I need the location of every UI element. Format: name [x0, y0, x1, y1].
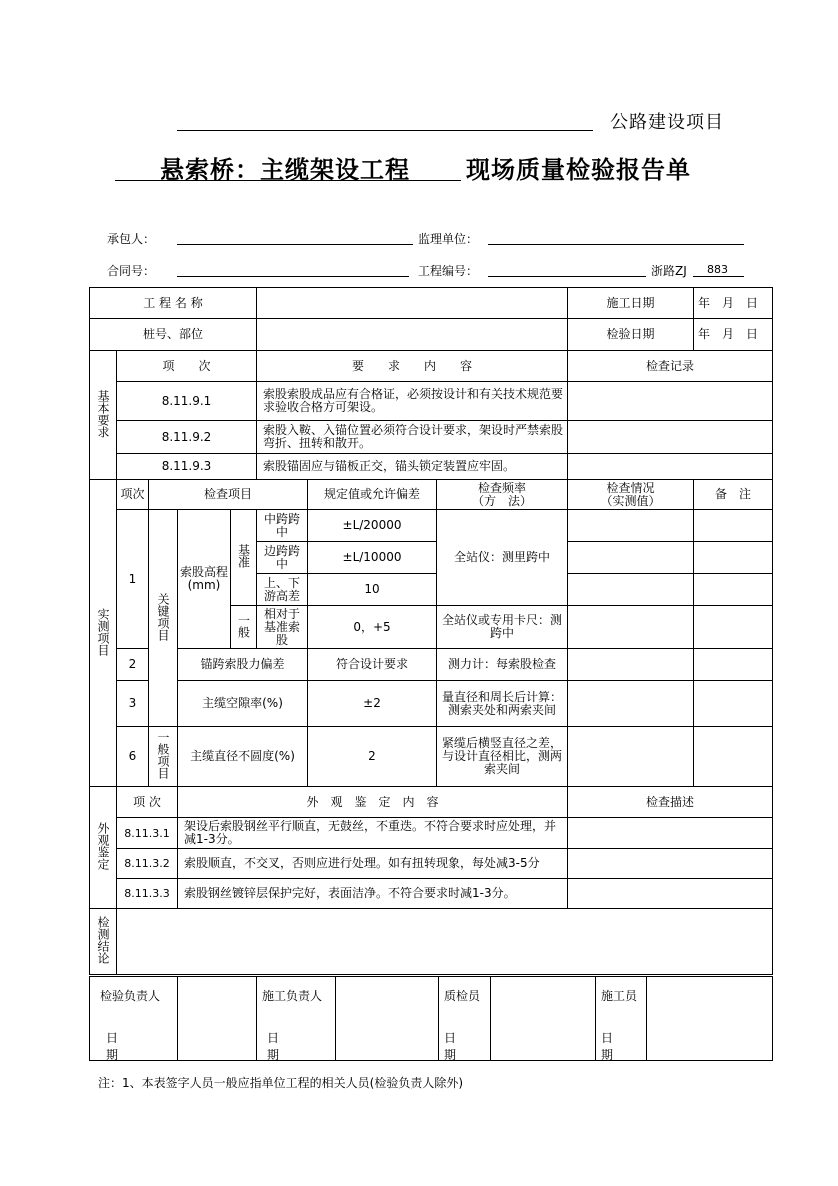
measured-col-remark: 备 注 — [694, 480, 773, 510]
basic-col-content: 要 求 内 容 — [257, 351, 568, 382]
measured-allow: 10 — [308, 574, 437, 606]
signature-role: 施工员 — [601, 989, 638, 1003]
signature-role-cell — [596, 977, 647, 1061]
basic-col-item: 项 次 — [117, 351, 257, 382]
key-items-label: 关键项目 — [149, 510, 178, 727]
measured-remark[interactable] — [694, 727, 773, 787]
measured-allow: 0，+5 — [308, 606, 437, 649]
basic-item-code: 8.11.9.1 — [117, 382, 257, 421]
signature-table — [89, 976, 773, 1061]
basic-item-text: 索股索股成品应有合格证，必须按设计和有关技术规范要求验收合格方可架设。 — [257, 382, 568, 421]
inspection-date-value[interactable] — [694, 319, 773, 351]
measured-remark[interactable] — [694, 574, 773, 606]
measured-allow: ±2 — [308, 681, 437, 727]
contract-no-label: 合同号： — [107, 264, 156, 278]
construction-date-ymd: 年 月 日 — [698, 295, 759, 310]
measured-freq: 量直径和周长后计算：测索夹处和两索夹间 — [437, 681, 568, 727]
measured-freq: 测力计：每索股检查 — [437, 649, 568, 681]
measured-col-result: 检查情况 （实测值） — [568, 480, 694, 510]
project-name-label: 工 程 名 称 — [90, 288, 257, 319]
report-title-subject: 悬索桥：主缆架设工程 — [160, 156, 410, 184]
construction-date-label: 施工日期 — [568, 288, 694, 319]
measured-freq: 全站仪或专用卡尺：测跨中 — [437, 606, 568, 649]
measured-result[interactable] — [568, 574, 694, 606]
basic-item-record[interactable] — [568, 454, 773, 480]
signature-role-cell — [257, 977, 336, 1061]
basic-section-label: 基本要求 — [90, 351, 117, 480]
signature-value[interactable] — [336, 977, 439, 1061]
measured-col-allow: 规定值或允许偏差 — [308, 480, 437, 510]
measured-item: 主缆空隙率(%) — [178, 681, 308, 727]
measured-row-no: 2 — [117, 649, 149, 681]
appearance-item-code: 8.11.3.2 — [117, 849, 178, 879]
appearance-col-desc: 检查描述 — [568, 787, 773, 818]
signature-date-label: 日期 — [601, 1031, 638, 1062]
measured-row-no: 6 — [117, 727, 149, 787]
appearance-item-desc[interactable] — [568, 879, 773, 909]
basic-item-text: 索股入鞍、入锚位置必须符合设计要求，架设时严禁索股弯折、扭转和散开。 — [257, 421, 568, 454]
station-part-label: 桩号、部位 — [90, 319, 257, 351]
measured-row-no: 3 — [117, 681, 149, 727]
measured-item: 锚跨索股力偏差 — [178, 649, 308, 681]
project-no-field[interactable] — [488, 276, 646, 277]
project-no-label: 工程编号： — [418, 264, 479, 278]
signature-role-cell — [90, 977, 178, 1061]
measured-freq: 全站仪：测里跨中 — [437, 510, 568, 606]
supervisor-label: 监理单位： — [418, 232, 479, 246]
measured-col-item: 检查项目 — [149, 480, 308, 510]
measured-remark[interactable] — [694, 606, 773, 649]
appearance-item-code: 8.11.3.1 — [117, 818, 178, 849]
title-underline — [115, 180, 461, 181]
basic-item-record[interactable] — [568, 421, 773, 454]
basic-col-record: 检查记录 — [568, 351, 773, 382]
measured-result[interactable] — [568, 727, 694, 787]
contract-no-field[interactable] — [177, 276, 409, 277]
measured-allow: 2 — [308, 727, 437, 787]
inspection-date-ymd: 年 月 日 — [698, 327, 759, 341]
contractor-label: 承包人： — [107, 232, 156, 246]
measured-result[interactable] — [568, 681, 694, 727]
appearance-item-desc[interactable] — [568, 818, 773, 849]
measured-allow: ±L/20000 — [308, 510, 437, 542]
measured-remark[interactable] — [694, 681, 773, 727]
measured-result[interactable] — [568, 649, 694, 681]
measured-result[interactable] — [568, 542, 694, 574]
measured-remark[interactable] — [694, 649, 773, 681]
measured-col-no: 项次 — [117, 480, 149, 510]
form-code-value: 883 — [707, 263, 728, 276]
project-name-value[interactable] — [257, 288, 568, 319]
appearance-section-label: 外观鉴定 — [90, 787, 117, 909]
form-code-prefix: 浙路ZJ — [651, 264, 687, 278]
conclusion-section-label: 检测结论 — [90, 909, 117, 975]
measured-freq: 紧缆后横竖直径之差，与设计直径相比，测两索夹间 — [437, 727, 568, 787]
measured-sub-item: 上、下游高差 — [257, 574, 308, 606]
appearance-item-text: 架设后索股钢丝平行顺直，无鼓丝，不重迭。不符合要求时应处理，并减1-3分。 — [178, 818, 568, 849]
signature-date-label: 日期 — [444, 1031, 481, 1062]
report-title: 现场质量检验报告单 — [466, 156, 691, 184]
conclusion-value[interactable] — [117, 909, 773, 975]
signature-value[interactable] — [647, 977, 773, 1061]
strand-elevation-label: 索股高程(mm) — [178, 510, 231, 649]
measured-section-label: 实测项目 — [90, 480, 117, 787]
datum-label: 基准 — [231, 510, 257, 606]
signature-date-label: 日期 — [106, 1031, 143, 1062]
appearance-col-content: 外 观 鉴 定 内 容 — [178, 787, 568, 818]
signature-role: 施工负责人 — [262, 989, 323, 1003]
appearance-item-text: 索股顺直，不交叉，否则应进行处理。如有扭转现象，每处减3-5分 — [178, 849, 568, 879]
project-name-line — [177, 130, 593, 131]
inspection-date-label: 检验日期 — [568, 319, 694, 351]
measured-item: 主缆直径不圆度(%) — [178, 727, 308, 787]
signature-role: 检验负责人 — [100, 989, 161, 1003]
construction-date-value[interactable] — [694, 288, 773, 319]
measured-result[interactable] — [568, 606, 694, 649]
measured-remark[interactable] — [694, 510, 773, 542]
basic-item-text: 索股锚固应与锚板正交，锚头锁定装置应牢固。 — [257, 454, 568, 480]
measured-col-freq: 检查频率 （方 法） — [437, 480, 568, 510]
project-type-label: 公路建设项目 — [610, 112, 724, 133]
general-items-label: 一般项目 — [149, 727, 178, 787]
basic-item-code: 8.11.9.2 — [117, 421, 257, 454]
measured-sub-item: 边跨跨中 — [257, 542, 308, 574]
form-code-underline — [693, 276, 744, 277]
inspection-table — [89, 287, 773, 975]
measured-remark[interactable] — [694, 542, 773, 574]
appearance-item-text: 索股钢丝镀锌层保护完好，表面洁净。不符合要求时减1-3分。 — [178, 879, 568, 909]
contractor-field[interactable] — [177, 244, 413, 245]
signature-role-cell — [439, 977, 491, 1061]
measured-sub-item: 中跨跨中 — [257, 510, 308, 542]
basic-item-record[interactable] — [568, 382, 773, 421]
appearance-item-desc[interactable] — [568, 849, 773, 879]
signature-role: 质检员 — [444, 989, 481, 1003]
basic-item-code: 8.11.9.3 — [117, 454, 257, 480]
signature-value[interactable] — [178, 977, 257, 1061]
measured-allow: ±L/10000 — [308, 542, 437, 574]
appearance-item-code: 8.11.3.3 — [117, 879, 178, 909]
appearance-col-item: 项 次 — [117, 787, 178, 818]
measured-row-no: 1 — [117, 510, 149, 649]
signature-date-label: 日期 — [267, 1031, 304, 1062]
measured-sub-item: 相对于基准索股 — [257, 606, 308, 649]
supervisor-field[interactable] — [488, 244, 744, 245]
measured-allow: 符合设计要求 — [308, 649, 437, 681]
footnote: 注：1、本表签字人员一般应指单位工程的相关人员(检验负责人除外) — [98, 1076, 464, 1090]
station-part-value[interactable] — [257, 319, 568, 351]
general-sub-label: 一般 — [231, 606, 257, 649]
signature-value[interactable] — [491, 977, 596, 1061]
measured-result[interactable] — [568, 510, 694, 542]
